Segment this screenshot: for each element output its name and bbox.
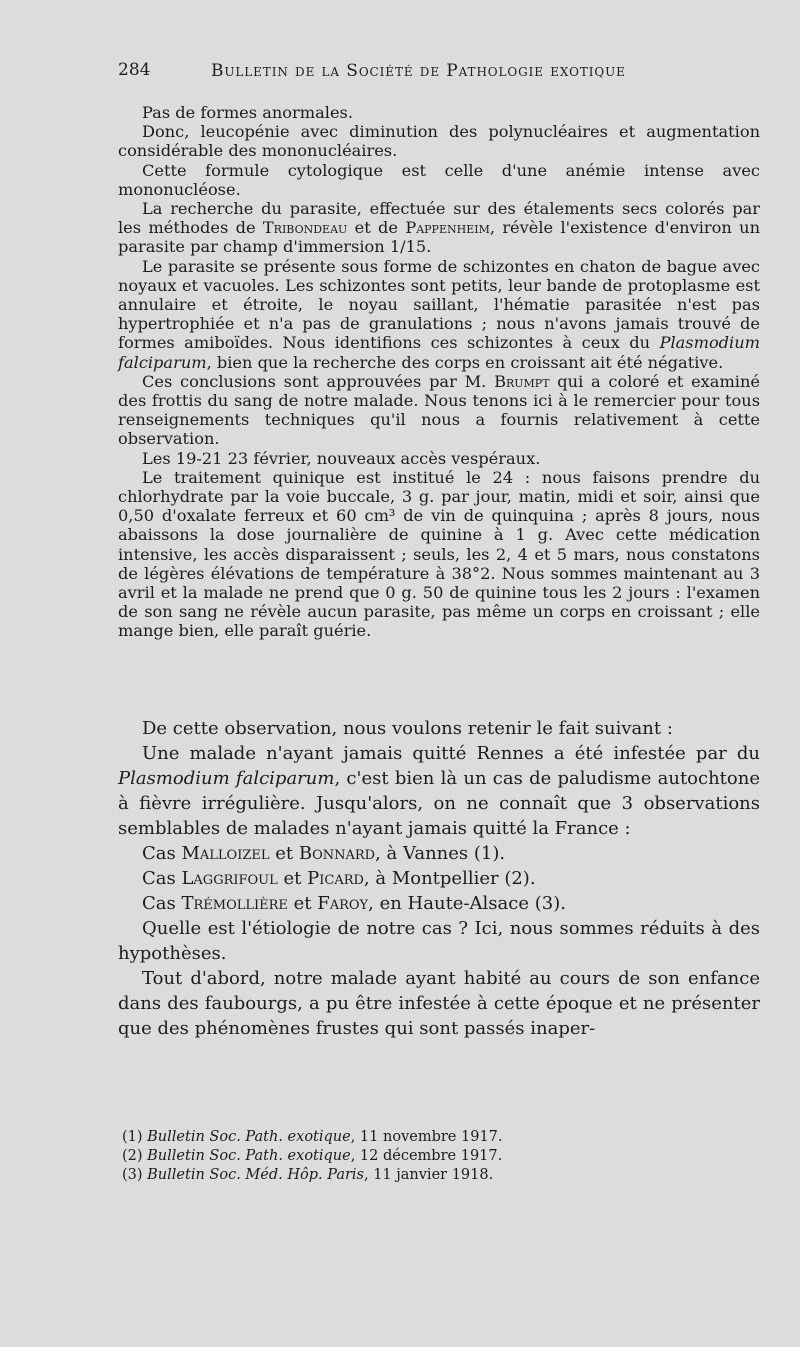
paragraph: Donc, leucopénie avec diminution des polynucléaires et augmentation considérable des mononucléaires.	[118, 122, 760, 161]
paragraph: Ces conclusions sont approuvées par M. Brumpt qui a coloré et examiné des frottis du sang de notre malade. Nous tenons ici à le remercier pour tous renseignements techniques qu'il nous a fournis relativement à cette observation.	[118, 371, 760, 449]
journal-title: Bulletin de la Société de Pathologie exotique	[211, 61, 626, 81]
paragraph: Tout d'abord, notre malade ayant habité au cours de son enfance dans des faubourgs, a pu être infestée à cette époque et ne présenter que des phénomènes frustes qui sont passés inaper-	[118, 968, 760, 1039]
footnote: (1) Bulletin Soc. Path. exotique, 11 novembre 1917.	[122, 1129, 503, 1145]
discussion-text	[118, 716, 760, 1041]
paragraph: Quelle est l'étiologie de notre cas ? Ici, nous sommes réduits à des hypothèses.	[118, 918, 760, 964]
paragraph: De cette observation, nous voulons retenir le fait suivant :	[142, 718, 673, 739]
observation-text	[118, 103, 760, 641]
paragraph: Le traitement quinique est institué le 24 : nous faisons prendre du chlorhydrate par la voie buccale, 3 g. par jour, matin, midi et soir, ainsi que 0,50 d'oxalate ferreux et 60 cm³ de vin de quinquina ; après 8 jours, nous abaissons la dose journalière de quinine à 1 g. Avec cette médication intensive, les accès disparaissent ; seuls, les 2, 4 et 5 mars, nous constatons de légères élévations de température à 38°2. Nous sommes maintenant au 3 avril et la malade ne prend que 0 g. 50 de quinine tous les 2 jours : l'examen de son sang ne révèle aucun parasite, pas même un corps en croissant ; elle mange bien, elle paraît guérie.	[118, 467, 760, 641]
case-item: Cas Trémollière et Faroy, en Haute-Alsace (3).	[142, 893, 566, 914]
footnote: (3) Bulletin Soc. Méd. Hôp. Paris, 11 janvier 1918.	[122, 1167, 494, 1183]
paragraph: La recherche du parasite, effectuée sur des étalements secs colorés par les méthodes de Tribondeau et de Pappenheim, révèle l'existence d'environ un parasite par champ d'immersion 1/15.	[118, 199, 760, 257]
page-number: 284	[118, 60, 151, 80]
case-item: Cas Laggrifoul et Picard, à Montpellier (2).	[142, 868, 536, 889]
species-name: Plasmodium falciparum	[118, 333, 760, 372]
paragraph: Pas de formes anormales.	[142, 103, 353, 122]
paragraph: Le parasite se présente sous forme de schizontes en chaton de bague avec noyaux et vacuoles. Les schizontes sont petits, leur bande de protoplasme est annulaire et étroite, le noyau saillant, l'hématie parasitée n'est pas hypertrophiée et n'a pas de granulations ; nous n'avons jamais trouvé de formes amiboïdes. Nous identifions ces schizontes à ceux du Plasmodium falciparum, bien que la recherche des corps en croissant ait été négative.	[118, 256, 760, 372]
species-name: Plasmodium falciparum	[118, 768, 335, 789]
author-name: Brumpt	[494, 371, 550, 391]
paragraph: Les 19-21 23 février, nouveaux accès vespéraux.	[142, 448, 541, 468]
footnote: (2) Bulletin Soc. Path. exotique, 12 décembre 1917.	[122, 1148, 503, 1164]
paragraph: Une malade n'ayant jamais quitté Rennes a été infestée par du Plasmodium falciparum, c'est bien là un cas de paludisme autochtone à fièvre irrégulière. Jusqu'alors, on ne connaît que 3 observations semblables de malades n'ayant jamais quitté la France :	[118, 743, 760, 839]
author-name: Tribondeau	[262, 218, 348, 238]
case-item: Cas Malloizel et Bonnard, à Vannes (1).	[142, 843, 506, 864]
paragraph: Cette formule cytologique est celle d'une anémie intense avec mononucléose.	[118, 160, 760, 199]
footnotes	[118, 1128, 738, 1185]
author-name: Pappenheim	[405, 218, 490, 238]
